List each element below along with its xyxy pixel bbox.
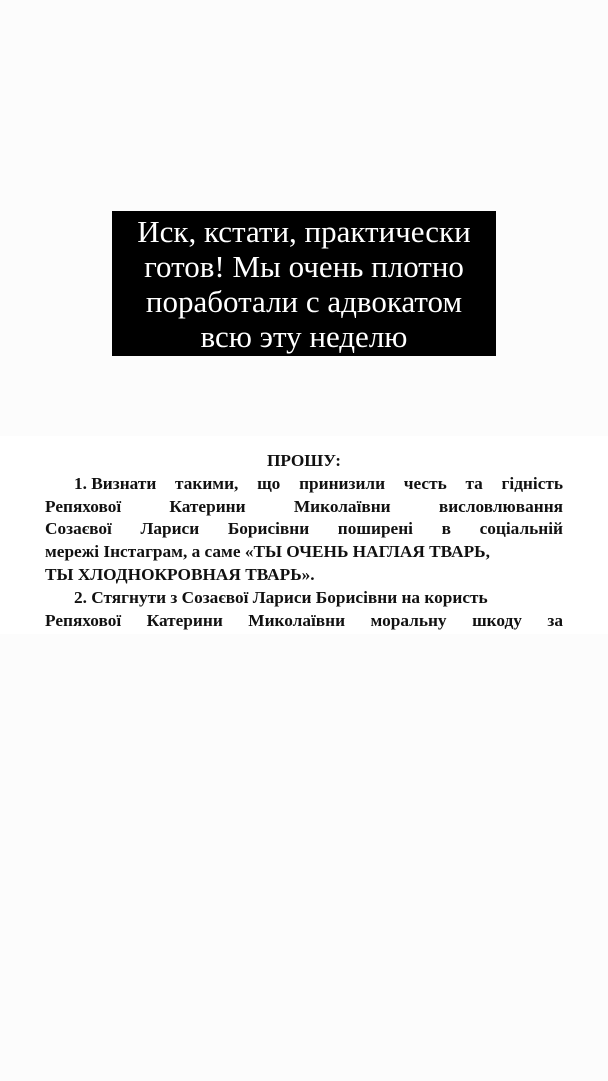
caption-line: готов! Мы очень плотно [144,249,464,284]
document-excerpt [0,436,608,634]
story-caption [112,211,496,356]
word: поширені [337,519,413,539]
word: що [257,473,281,493]
word: Миколаївни [293,496,391,516]
word: Репяхової [45,496,122,516]
word: в [441,519,451,539]
word: Миколаївни [248,610,346,630]
word: принизили [299,473,386,493]
word: за [547,610,563,630]
item1-line5: ТЫ ХЛОДНОКРОВНАЯ ТВАРЬ». [45,564,315,584]
word: гідність [501,473,563,493]
item2-line2 [45,610,563,633]
word: такими, [175,473,239,493]
word: Лариси [140,519,200,539]
caption-line: поработали с адвокатом [145,284,463,319]
caption-line: всю эту неделю [200,319,408,354]
word: Борисівни [227,519,310,539]
item2-line1: 2. Стягнути з Созаєвої Лариси Борисівни на користь [74,587,488,607]
item1-line1 [45,473,563,496]
word: шкоду [472,610,522,630]
blank-background [0,634,608,1081]
item1-line4: мережі Інстаграм, а саме «ТЫ ОЧЕНЬ НАГЛАЯ ТВАРЬ, [45,542,490,562]
word: Катерини [169,496,246,516]
item1-line2 [45,496,563,519]
item1-line3 [45,518,563,541]
word: Катерини [146,610,223,630]
document-heading: ПРОШУ: [266,451,342,470]
word: та [465,473,483,493]
caption-line: Иск, кстати, практически [137,214,471,249]
word: Репяхової [45,610,122,630]
word: моральну [370,610,447,630]
document-text [45,450,563,632]
word: соціальній [479,519,563,539]
word: Созаєвої [45,519,112,539]
word: висловлювання [438,496,563,516]
word: 1. Визнати [74,473,157,493]
word: честь [403,473,447,493]
